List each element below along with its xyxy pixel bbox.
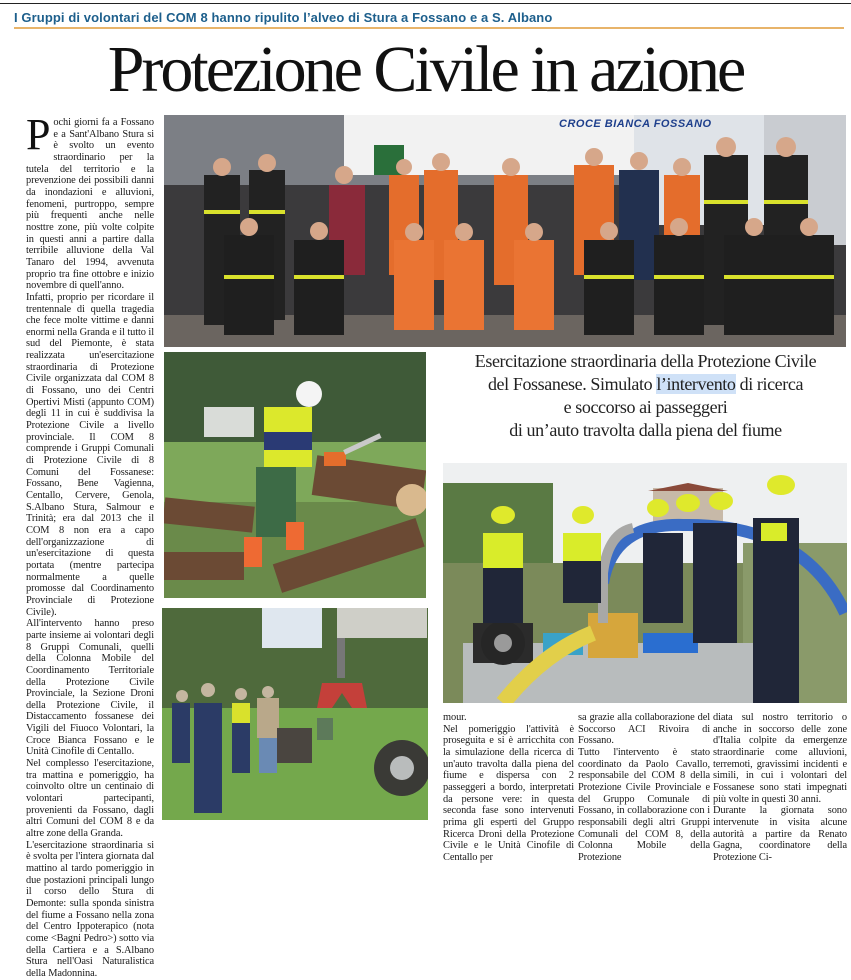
paragraph: Nel pomeriggio l'attività è proseguita e si è arricchita con la simulazione della ricerca di un'auto travolta dalla piena del fiume e dispersa con 2 passeggeri a bordo, interpretati da persone vere: in questa seconda fase sono intervenuti prima gli esperti del Gruppo Ricerca Droni della Protezione Civile e le Unità Cinofile di Centallo per [443,723,574,863]
kicker-underline [14,27,844,29]
group-photo-image [164,115,846,347]
article-column-4 [713,712,847,864]
crane-photo-image [162,608,428,820]
caption-text: del Fossanese. Simulato [487,374,657,394]
paragraph: L'esercitazione straordinaria si è svolta per l'intera giornata dal mattino al tardo pomeriggio in due postazioni principali lungo il corso dello Stura di Demonte: sulla sponda sinistra del fiume a Fossano nella zona del Centro Ippoterapico (nota come <Bagni Pedro>) sotto via della Cartiera e a S.Albano Stura nell'Oasi Naturalistica della Madonnina. [26,839,154,979]
photo-crane-demonstration [162,608,428,820]
paragraph: Nel complesso l'esercitazione, tra mattina e pomeriggio, ha coinvolto oltre un centinaio di volontari partecipanti, provenienti da Fossano, dagli altri Comuni del COM 8 e da altre zone della Granda. [26,758,154,840]
photo-caption [440,350,851,442]
caption-line [440,373,851,396]
photo-chainsaw-volunteer [164,352,426,598]
pump-photo-image [443,463,847,703]
caption-text: di ricerca [735,374,804,394]
article-kicker: I Gruppi di volontari del COM 8 hanno ripulito l’alveo di Stura a Fossano e a S. Albano [14,10,553,25]
article-column-2 [443,712,574,864]
paragraph: ochi giorni fa a Fossano e a Sant'Albano Stura si è svolto un evento straordinario per la tutela del territorio e la prevenzione dei possibili danni da inondazioni e alluvioni, fenomeni, purtroppo, sempre più frequenti anche nelle nosttre zone, più volte colpite in questi anni a partire dalla terribile alluvione della Val Tanaro del 1994, avvenuta proprio tra fine ottobre e inizio novembre di quell'anno. [26,117,154,292]
van-label: CROCE BIANCA FOSSANO [559,118,712,130]
top-rule [0,3,851,4]
photo-pump-exercise [443,463,847,703]
paragraph: Tutto l'intervento è stato coordinato da Paolo Cavallo, responsabile del COM 8 della Protezione Civile Provinciale e del Gruppo Comunale di Fossano, in collaborazione con i responsabili degli altri Gruppi Comunali del COM 8, della Colonna Mobile della Protezione [578,746,710,863]
chainsaw-photo-image [164,352,426,598]
paragraph: All'intervento hanno preso parte insieme ai volontari degli 8 Gruppi Comunali, quelli della Colonna Mobile del Coordinamento Territoriale della Protezione Civile Provinciale, la Sezione Droni della Protezione Civile, il Distaccamento fossanese dei Vigili del Fiuoco Volontari, la Croce Bianca Fossano e le Unità Cinofile di Centallo. [26,618,154,758]
caption-line: e soccorso ai passeggeri [563,397,728,417]
photo-volunteers-group [164,115,846,347]
article-column-3 [578,712,710,864]
paragraph: Infatti, proprio per ricordare il trentennale di quella tragedia che fece molte vittime e danni enormi nella Granda e il tutto il sud del Piemonte, è stata realizzata un'esercitazione straordinaria di Protezione Civile organizzata dal COM 8 di Fossano, uno dei Centri Opertivi Misti (appunto COM) degli 11 in cui è suddivisa la Protezione Civile a livello provinciale. Il COM 8 comprende i Gruppi Comunali di Protezione Civile di 8 Comuni del Fossanese: Fossano, Bene Vagienna, Centallo, Cervere, Genola, S.Albano Stura, Salmour e Trinità; era dal 2013 che il COM 8 non era a capo dell'organizzazione di un'esercitazione di questa portata (mentre partecipa normalmente a quelle promosse dal Coordinamento Provinciale di Protezione Civile). [26,291,154,618]
article-column-1 [26,110,154,980]
paragraph: mour. [443,712,467,723]
caption-line: Esercitazione straordinaria della Protezione Civile [474,351,817,371]
drop-cap: P [26,110,51,159]
caption-line: di un’auto travolta dalla piena del fiume [509,420,782,440]
paragraph: sa grazie alla collaborazione del Soccorso ACI Rivoira di Fossano. [578,712,710,747]
paragraph: Durante la giornata sono intervenute in visita alcune autorità a partire da Renato Gagna, coordinatore della Protezione Ci- [713,805,847,863]
paragraph: diata sul nostro territorio o anche in soccorso delle zone d'Italia colpite da emergenze straordinarie come alluvioni, terremoti, gravissimi incidenti e simili, in cui i volontari del Fossanese sono stati impegnati più volte in questi 30 anni. [713,712,847,805]
article-headline: Protezione Civile in azione [107,33,744,106]
selected-text-highlight[interactable]: l’intervento [656,374,736,394]
